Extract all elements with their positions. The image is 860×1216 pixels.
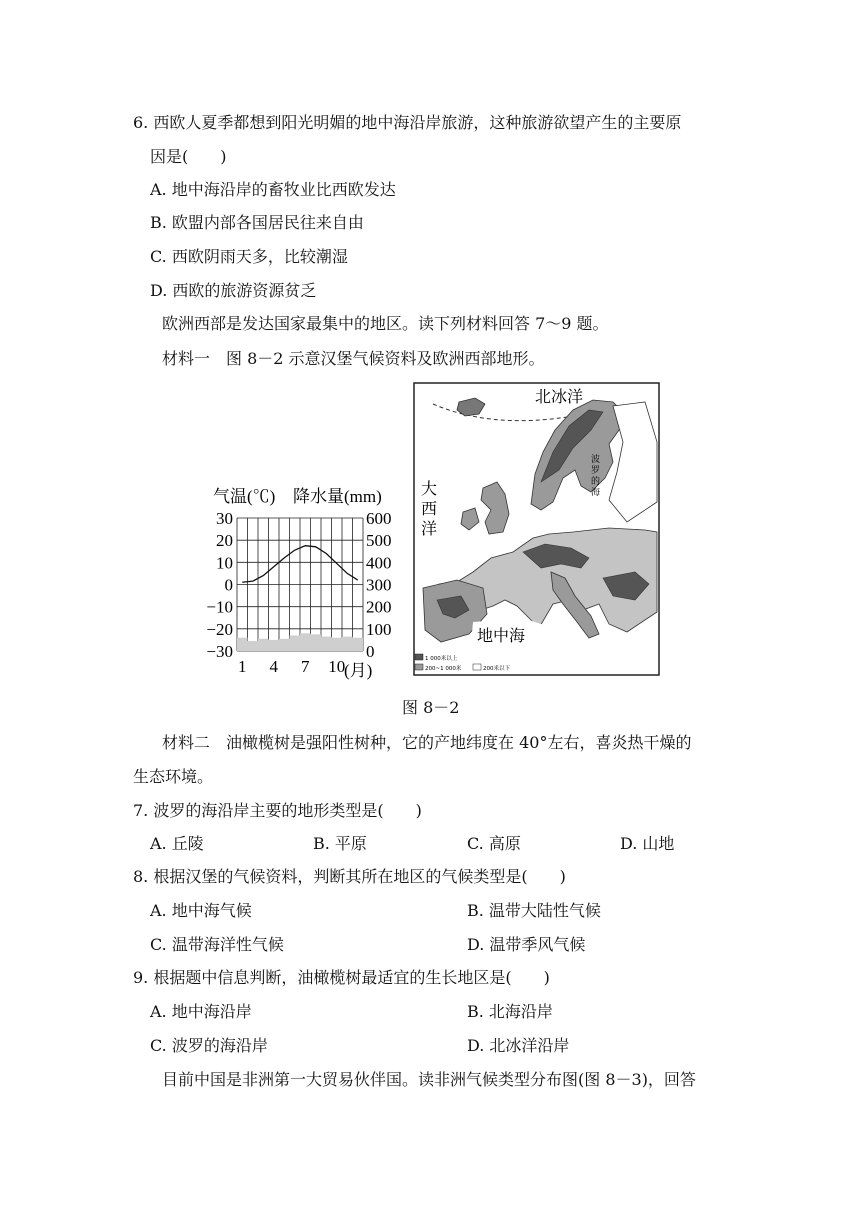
arctic-ocean-label: 北冰洋 [535,387,584,406]
svg-text:的: 的 [591,477,601,487]
precipitation-bar [290,635,301,651]
material-two-line2: 生态环境。 [133,767,214,786]
precipitation-bar [258,639,269,651]
temperature-tick: −10 [206,597,233,617]
precipitation-bar [300,633,311,651]
q8-option-c: C. 温带海洋性气候 [150,935,284,954]
material-one: 材料一 图 8－2 示意汉堡气候资料及欧洲西部地形。 [162,349,545,368]
month-unit-label: (月) [344,661,373,680]
q9-stem: 9. 根据题中信息判断，油橄榄树最适宜的生长地区是( ) [133,968,550,987]
svg-text:波: 波 [591,455,601,465]
legend-low: 200米以下 [483,666,510,672]
svg-text:大: 大 [421,479,438,498]
q8-option-b: B. 温带大陆性气候 [467,901,601,920]
precipitation-tick: 300 [366,575,392,595]
month-tick: 4 [269,657,278,676]
temperature-tick: 20 [216,531,233,551]
temperature-tick: −30 [206,642,233,661]
svg-text:海: 海 [591,488,601,498]
q8-option-a: A. 地中海气候 [150,901,252,920]
q7-option-b: B. 平原 [313,834,367,853]
q7-stem: 7. 波罗的海沿岸主要的地形类型是( ) [133,801,422,820]
legend-high: 1 000米以上 [425,656,458,662]
temperature-tick: 10 [216,553,233,573]
temperature-tick: 30 [216,509,233,528]
precipitation-bar [269,640,280,651]
precipitation-bar [279,639,290,651]
q9-option-c: C. 波罗的海沿岸 [150,1036,268,1055]
precipitation-tick: 0 [366,642,375,661]
atlantic-ocean-label [421,479,437,538]
svg-text:洋: 洋 [421,519,438,538]
precipitation-tick: 500 [366,531,392,551]
precipitation-axis-title: 降水量(mm) [293,487,382,506]
q7-option-a: A. 丘陵 [150,834,204,853]
q6-option-c: C. 西欧阴雨天多，比较潮湿 [150,247,348,266]
q6-stem-line1: 6. 西欧人夏季都想到阳光明媚的地中海沿岸旅游，这种旅游欲望产生的主要原 [133,113,682,132]
precipitation-bar [353,638,364,651]
q6-option-b: B. 欧盟内部各国居民往来自由 [150,213,364,232]
precipitation-tick: 400 [366,553,392,573]
temperature-tick-labels [206,509,233,661]
precipitation-bar [237,638,248,651]
precipitation-tick: 100 [366,619,392,639]
precipitation-bar [332,638,343,651]
month-tick: 7 [301,657,310,676]
mediterranean-sea-label: 地中海 [477,626,526,645]
q6-stem-line2: 因是( ) [150,147,227,166]
precipitation-bar [248,641,259,651]
precipitation-tick: 600 [366,509,392,528]
q7-option-c: C. 高原 [467,834,521,853]
q6-option-d: D. 西欧的旅游资源贫乏 [150,281,317,300]
month-tick-labels [238,657,345,676]
q6-option-a: A. 地中海沿岸的畜牧业比西欧发达 [150,180,396,199]
svg-text:罗: 罗 [591,466,601,476]
q7-option-d: D. 山地 [620,834,675,853]
month-tick: 1 [238,657,247,676]
q9-option-d: D. 北冰洋沿岸 [467,1036,570,1055]
intro-paragraph: 欧洲西部是发达国家最集中的地区。读下列材料回答 7～9 题。 [162,314,609,333]
q8-stem: 8. 根据汉堡的气候资料，判断其所在地区的气候类型是( ) [133,867,566,886]
month-tick: 10 [328,657,346,676]
temperature-tick: 0 [224,575,233,595]
temperature-tick: −20 [206,619,233,639]
precipitation-bar [342,637,353,651]
precipitation-tick: 200 [366,597,392,617]
legend-mid: 200~1 000米 [425,666,462,672]
precipitation-bar [311,634,322,651]
chart-grid [237,518,363,651]
baltic-sea-label [591,453,600,498]
q9-option-a: A. 地中海沿岸 [150,1002,252,1021]
western-europe-terrain-map [413,382,660,676]
precipitation-tick-labels [366,509,392,661]
precipitation-bars [237,633,363,651]
material-two-line1: 材料二 油橄榄树是强阳性树种，它的产地纬度在 40°左右，喜炎热干燥的 [162,733,692,752]
q8-option-d: D. 温带季风气候 [467,935,586,954]
temperature-axis-title: 气温(℃) [213,487,276,506]
svg-text:西: 西 [421,499,438,518]
closing-paragraph: 目前中国是非洲第一大贸易伙伴国。读非洲气候类型分布图(图 8－3)，回答 [162,1070,696,1089]
hamburg-climate-chart [205,484,397,684]
q9-option-b: B. 北海沿岸 [467,1002,553,1021]
precipitation-bar [321,637,332,651]
figure-caption: 图 8－2 [402,698,460,717]
